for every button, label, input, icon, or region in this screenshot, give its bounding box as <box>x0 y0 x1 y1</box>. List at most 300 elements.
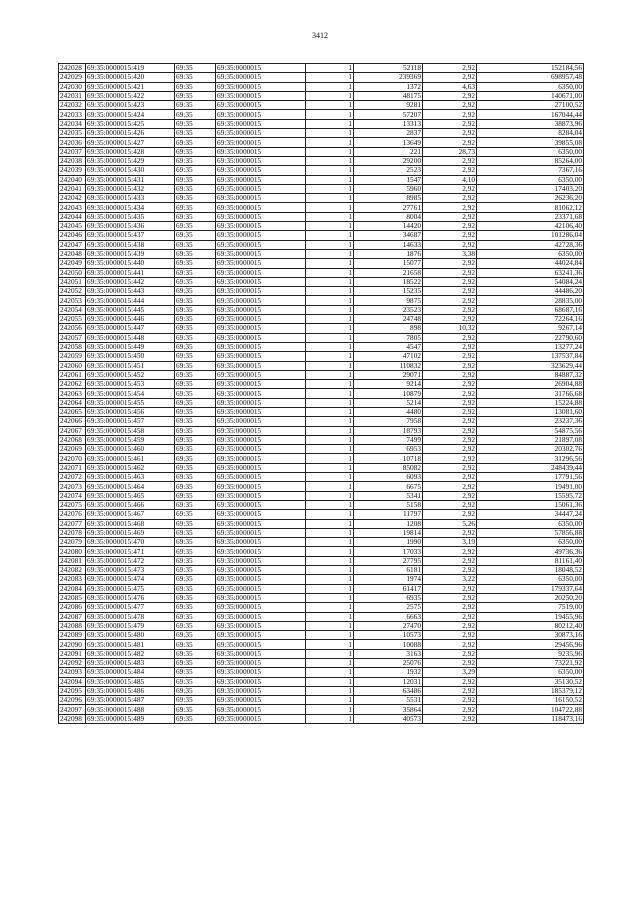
district-code-cell: 69:35 <box>175 668 216 677</box>
area-cell: 239369 <box>354 73 423 82</box>
object-count-cell: 1 <box>306 445 354 454</box>
area-cell: 63486 <box>354 686 423 695</box>
rate-cell: 2,92 <box>423 612 477 621</box>
cadastral-value-cell: 44486,20 <box>477 287 584 296</box>
table-row <box>59 287 584 296</box>
district-code-cell: 69:35 <box>175 575 216 584</box>
table-row <box>59 407 584 416</box>
district-code-cell: 69:35 <box>175 454 216 463</box>
quarter-number-cell: 69:35:0000015 <box>216 417 306 426</box>
rate-cell: 2,92 <box>423 621 477 630</box>
cadastral-number-cell: 69:35:0000015:421 <box>86 82 175 91</box>
quarter-number-cell: 69:35:0000015 <box>216 510 306 519</box>
object-count-cell: 1 <box>306 407 354 416</box>
area-cell: 8985 <box>354 194 423 203</box>
cadastral-value-cell: 167044,44 <box>477 110 584 119</box>
object-count-cell: 1 <box>306 101 354 110</box>
table-row <box>59 705 584 714</box>
row-number-cell: 242072 <box>59 473 86 482</box>
row-number-cell: 242079 <box>59 538 86 547</box>
object-count-cell: 1 <box>306 212 354 221</box>
district-code-cell: 69:35 <box>175 649 216 658</box>
district-code-cell: 69:35 <box>175 417 216 426</box>
cadastral-number-cell: 69:35:0000015:460 <box>86 445 175 454</box>
cadastral-number-cell: 69:35:0000015:478 <box>86 612 175 621</box>
quarter-number-cell: 69:35:0000015 <box>216 677 306 686</box>
quarter-number-cell: 69:35:0000015 <box>216 156 306 165</box>
row-number-cell: 242049 <box>59 259 86 268</box>
object-count-cell: 1 <box>306 426 354 435</box>
rate-cell: 28,73 <box>423 147 477 156</box>
area-cell: 17033 <box>354 547 423 556</box>
cadastral-value-cell: 85264,00 <box>477 156 584 165</box>
area-cell: 1876 <box>354 249 423 258</box>
area-cell: 40573 <box>354 714 423 723</box>
area-cell: 2575 <box>354 603 423 612</box>
area-cell: 2523 <box>354 166 423 175</box>
table-row <box>59 240 584 249</box>
district-code-cell: 69:35 <box>175 268 216 277</box>
district-code-cell: 69:35 <box>175 547 216 556</box>
quarter-number-cell: 69:35:0000015 <box>216 305 306 314</box>
quarter-number-cell: 69:35:0000015 <box>216 222 306 231</box>
object-count-cell: 1 <box>306 203 354 212</box>
cadastral-value-cell: 248439,44 <box>477 463 584 472</box>
quarter-number-cell: 69:35:0000015 <box>216 621 306 630</box>
table-row <box>59 640 584 649</box>
table-row <box>59 649 584 658</box>
cadastral-number-cell: 69:35:0000015:450 <box>86 352 175 361</box>
district-code-cell: 69:35 <box>175 435 216 444</box>
district-code-cell: 69:35 <box>175 342 216 351</box>
district-code-cell: 69:35 <box>175 705 216 714</box>
cadastral-value-cell: 44024,84 <box>477 259 584 268</box>
object-count-cell: 1 <box>306 259 354 268</box>
area-cell: 3163 <box>354 649 423 658</box>
cadastral-value-cell: 72264,16 <box>477 315 584 324</box>
table-row <box>59 566 584 575</box>
quarter-number-cell: 69:35:0000015 <box>216 603 306 612</box>
row-number-cell: 242046 <box>59 231 86 240</box>
table-row <box>59 259 584 268</box>
cadastral-value-cell: 57856,88 <box>477 528 584 537</box>
table-row <box>59 575 584 584</box>
object-count-cell: 1 <box>306 519 354 528</box>
cadastral-number-cell: 69:35:0000015:477 <box>86 603 175 612</box>
area-cell: 1208 <box>354 519 423 528</box>
cadastral-value-cell: 21897,08 <box>477 435 584 444</box>
cadastral-number-cell: 69:35:0000015:464 <box>86 482 175 491</box>
object-count-cell: 1 <box>306 463 354 472</box>
table-row <box>59 156 584 165</box>
area-cell: 85082 <box>354 463 423 472</box>
district-code-cell: 69:35 <box>175 519 216 528</box>
quarter-number-cell: 69:35:0000015 <box>216 659 306 668</box>
district-code-cell: 69:35 <box>175 500 216 509</box>
rate-cell: 2,92 <box>423 73 477 82</box>
district-code-cell: 69:35 <box>175 445 216 454</box>
cadastral-value-cell: 80212,40 <box>477 621 584 630</box>
table-row <box>59 491 584 500</box>
rate-cell: 2,92 <box>423 398 477 407</box>
row-number-cell: 242033 <box>59 110 86 119</box>
cadastral-value-cell: 152184,56 <box>477 64 584 73</box>
rate-cell: 2,92 <box>423 389 477 398</box>
cadastral-value-cell: 42106,40 <box>477 222 584 231</box>
area-cell: 5158 <box>354 500 423 509</box>
rate-cell: 2,92 <box>423 491 477 500</box>
area-cell: 6953 <box>354 445 423 454</box>
cadastral-value-cell: 23371,68 <box>477 212 584 221</box>
rate-cell: 2,92 <box>423 500 477 509</box>
rate-cell: 2,92 <box>423 138 477 147</box>
area-cell: 25076 <box>354 659 423 668</box>
cadastral-number-cell: 69:35:0000015:436 <box>86 222 175 231</box>
area-cell: 221 <box>354 147 423 156</box>
cadastral-number-cell: 69:35:0000015:420 <box>86 73 175 82</box>
cadastral-value-cell: 6350,00 <box>477 82 584 91</box>
cadastral-number-cell: 69:35:0000015:444 <box>86 296 175 305</box>
rate-cell: 2,92 <box>423 305 477 314</box>
cadastral-number-cell: 69:35:0000015:470 <box>86 538 175 547</box>
cadastral-value-cell: 7367,16 <box>477 166 584 175</box>
quarter-number-cell: 69:35:0000015 <box>216 426 306 435</box>
district-code-cell: 69:35 <box>175 82 216 91</box>
table-row <box>59 361 584 370</box>
area-cell: 57207 <box>354 110 423 119</box>
table-row <box>59 231 584 240</box>
object-count-cell: 1 <box>306 138 354 147</box>
object-count-cell: 1 <box>306 547 354 556</box>
quarter-number-cell: 69:35:0000015 <box>216 640 306 649</box>
row-number-cell: 242059 <box>59 352 86 361</box>
cadastral-value-cell: 35130,52 <box>477 677 584 686</box>
table-row <box>59 249 584 258</box>
quarter-number-cell: 69:35:0000015 <box>216 593 306 602</box>
quarter-number-cell: 69:35:0000015 <box>216 184 306 193</box>
row-number-cell: 242086 <box>59 603 86 612</box>
table-row <box>59 64 584 73</box>
cadastral-number-cell: 69:35:0000015:419 <box>86 64 175 73</box>
object-count-cell: 1 <box>306 584 354 593</box>
cadastral-value-cell: 49736,36 <box>477 547 584 556</box>
cadastral-number-cell: 69:35:0000015:459 <box>86 435 175 444</box>
cadastral-value-cell: 17403,20 <box>477 184 584 193</box>
cadastral-number-cell: 69:35:0000015:457 <box>86 417 175 426</box>
district-code-cell: 69:35 <box>175 528 216 537</box>
cadastral-value-cell: 185379,12 <box>477 686 584 695</box>
row-number-cell: 242062 <box>59 380 86 389</box>
district-code-cell: 69:35 <box>175 538 216 547</box>
cadastral-number-cell: 69:35:0000015:482 <box>86 649 175 658</box>
row-number-cell: 242077 <box>59 519 86 528</box>
row-number-cell: 242073 <box>59 482 86 491</box>
rate-cell: 2,92 <box>423 361 477 370</box>
cadastral-number-cell: 69:35:0000015:451 <box>86 361 175 370</box>
quarter-number-cell: 69:35:0000015 <box>216 389 306 398</box>
quarter-number-cell: 69:35:0000015 <box>216 705 306 714</box>
rate-cell: 2,92 <box>423 110 477 119</box>
rate-cell: 2,92 <box>423 714 477 723</box>
cadastral-value-cell: 13277,24 <box>477 342 584 351</box>
area-cell: 5214 <box>354 398 423 407</box>
cadastral-value-cell: 323629,44 <box>477 361 584 370</box>
quarter-number-cell: 69:35:0000015 <box>216 73 306 82</box>
table-row <box>59 138 584 147</box>
cadastral-number-cell: 69:35:0000015:461 <box>86 454 175 463</box>
cadastral-value-cell: 23237,36 <box>477 417 584 426</box>
cadastral-number-cell: 69:35:0000015:423 <box>86 101 175 110</box>
area-cell: 898 <box>354 324 423 333</box>
cadastral-number-cell: 69:35:0000015:433 <box>86 194 175 203</box>
table-row <box>59 91 584 100</box>
object-count-cell: 1 <box>306 222 354 231</box>
row-number-cell: 242071 <box>59 463 86 472</box>
area-cell: 1372 <box>354 82 423 91</box>
rate-cell: 2,92 <box>423 231 477 240</box>
cadastral-number-cell: 69:35:0000015:473 <box>86 566 175 575</box>
rate-cell: 2,92 <box>423 686 477 695</box>
area-cell: 9214 <box>354 380 423 389</box>
quarter-number-cell: 69:35:0000015 <box>216 315 306 324</box>
object-count-cell: 1 <box>306 277 354 286</box>
district-code-cell: 69:35 <box>175 584 216 593</box>
object-count-cell: 1 <box>306 575 354 584</box>
object-count-cell: 1 <box>306 435 354 444</box>
cadastral-number-cell: 69:35:0000015:480 <box>86 631 175 640</box>
table-row <box>59 147 584 156</box>
quarter-number-cell: 69:35:0000015 <box>216 435 306 444</box>
district-code-cell: 69:35 <box>175 696 216 705</box>
row-number-cell: 242085 <box>59 593 86 602</box>
cadastral-number-cell: 69:35:0000015:458 <box>86 426 175 435</box>
row-number-cell: 242032 <box>59 101 86 110</box>
row-number-cell: 242067 <box>59 426 86 435</box>
table-row <box>59 593 584 602</box>
cadastral-value-cell: 6350,00 <box>477 147 584 156</box>
district-code-cell: 69:35 <box>175 389 216 398</box>
rate-cell: 2,92 <box>423 268 477 277</box>
cadastral-number-cell: 69:35:0000015:443 <box>86 287 175 296</box>
district-code-cell: 69:35 <box>175 110 216 119</box>
district-code-cell: 69:35 <box>175 287 216 296</box>
cadastral-value-cell: 54084,24 <box>477 277 584 286</box>
quarter-number-cell: 69:35:0000015 <box>216 296 306 305</box>
district-code-cell: 69:35 <box>175 426 216 435</box>
area-cell: 5531 <box>354 696 423 705</box>
rate-cell: 2,92 <box>423 240 477 249</box>
table-row <box>59 268 584 277</box>
row-number-cell: 242052 <box>59 287 86 296</box>
object-count-cell: 1 <box>306 129 354 138</box>
object-count-cell: 1 <box>306 510 354 519</box>
cadastral-number-cell: 69:35:0000015:481 <box>86 640 175 649</box>
cadastral-value-cell: 7519,00 <box>477 603 584 612</box>
cadastral-number-cell: 69:35:0000015:428 <box>86 147 175 156</box>
area-cell: 27795 <box>354 556 423 565</box>
object-count-cell: 1 <box>306 500 354 509</box>
quarter-number-cell: 69:35:0000015 <box>216 166 306 175</box>
table-row <box>59 696 584 705</box>
object-count-cell: 1 <box>306 305 354 314</box>
cadastral-value-cell: 16150,52 <box>477 696 584 705</box>
cadastral-number-cell: 69:35:0000015:483 <box>86 659 175 668</box>
rate-cell: 2,92 <box>423 203 477 212</box>
quarter-number-cell: 69:35:0000015 <box>216 482 306 491</box>
object-count-cell: 1 <box>306 668 354 677</box>
rate-cell: 2,92 <box>423 528 477 537</box>
table-row <box>59 324 584 333</box>
cadastral-value-cell: 68687,16 <box>477 305 584 314</box>
object-count-cell: 1 <box>306 73 354 82</box>
rate-cell: 2,92 <box>423 370 477 379</box>
rate-cell: 2,92 <box>423 705 477 714</box>
cadastral-number-cell: 69:35:0000015:466 <box>86 500 175 509</box>
district-code-cell: 69:35 <box>175 686 216 695</box>
row-number-cell: 242080 <box>59 547 86 556</box>
row-number-cell: 242091 <box>59 649 86 658</box>
area-cell: 1974 <box>354 575 423 584</box>
rate-cell: 5,26 <box>423 519 477 528</box>
quarter-number-cell: 69:35:0000015 <box>216 194 306 203</box>
area-cell: 7499 <box>354 435 423 444</box>
cadastral-value-cell: 6350,00 <box>477 175 584 184</box>
rate-cell: 2,92 <box>423 287 477 296</box>
district-code-cell: 69:35 <box>175 212 216 221</box>
table-row <box>59 714 584 723</box>
district-code-cell: 69:35 <box>175 361 216 370</box>
cadastral-value-cell: 20302,76 <box>477 445 584 454</box>
row-number-cell: 242036 <box>59 138 86 147</box>
quarter-number-cell: 69:35:0000015 <box>216 82 306 91</box>
object-count-cell: 1 <box>306 556 354 565</box>
cadastral-value-cell: 28835,00 <box>477 296 584 305</box>
table-row <box>59 119 584 128</box>
quarter-number-cell: 69:35:0000015 <box>216 463 306 472</box>
object-count-cell: 1 <box>306 603 354 612</box>
row-number-cell: 242078 <box>59 528 86 537</box>
quarter-number-cell: 69:35:0000015 <box>216 528 306 537</box>
area-cell: 61417 <box>354 584 423 593</box>
table-row <box>59 417 584 426</box>
cadastral-value-cell: 26236,20 <box>477 194 584 203</box>
rate-cell: 2,92 <box>423 640 477 649</box>
row-number-cell: 242063 <box>59 389 86 398</box>
rate-cell: 2,92 <box>423 482 477 491</box>
row-number-cell: 242087 <box>59 612 86 621</box>
district-code-cell: 69:35 <box>175 240 216 249</box>
rate-cell: 2,92 <box>423 649 477 658</box>
row-number-cell: 242061 <box>59 370 86 379</box>
table-row <box>59 445 584 454</box>
table-row <box>59 584 584 593</box>
row-number-cell: 242098 <box>59 714 86 723</box>
rate-cell: 2,92 <box>423 510 477 519</box>
quarter-number-cell: 69:35:0000015 <box>216 473 306 482</box>
cadastral-number-cell: 69:35:0000015:454 <box>86 389 175 398</box>
table-row <box>59 333 584 342</box>
area-cell: 34687 <box>354 231 423 240</box>
rate-cell: 2,92 <box>423 603 477 612</box>
rate-cell: 2,92 <box>423 584 477 593</box>
row-number-cell: 242068 <box>59 435 86 444</box>
area-cell: 27470 <box>354 621 423 630</box>
cadastral-number-cell: 69:35:0000015:488 <box>86 705 175 714</box>
area-cell: 5341 <box>354 491 423 500</box>
district-code-cell: 69:35 <box>175 305 216 314</box>
district-code-cell: 69:35 <box>175 677 216 686</box>
table-row <box>59 296 584 305</box>
cadastral-number-cell: 69:35:0000015:435 <box>86 212 175 221</box>
row-number-cell: 242066 <box>59 417 86 426</box>
cadastral-value-cell: 8284,04 <box>477 129 584 138</box>
cadastral-number-cell: 69:35:0000015:455 <box>86 398 175 407</box>
row-number-cell: 242081 <box>59 556 86 565</box>
district-code-cell: 69:35 <box>175 510 216 519</box>
cadastral-value-cell: 22790,60 <box>477 333 584 342</box>
cadastral-value-cell: 137537,84 <box>477 352 584 361</box>
cadastral-number-cell: 69:35:0000015:434 <box>86 203 175 212</box>
district-code-cell: 69:35 <box>175 482 216 491</box>
quarter-number-cell: 69:35:0000015 <box>216 380 306 389</box>
row-number-cell: 242056 <box>59 324 86 333</box>
object-count-cell: 1 <box>306 417 354 426</box>
quarter-number-cell: 69:35:0000015 <box>216 649 306 658</box>
table-row <box>59 203 584 212</box>
quarter-number-cell: 69:35:0000015 <box>216 584 306 593</box>
object-count-cell: 1 <box>306 686 354 695</box>
object-count-cell: 1 <box>306 119 354 128</box>
row-number-cell: 242084 <box>59 584 86 593</box>
area-cell: 2837 <box>354 129 423 138</box>
district-code-cell: 69:35 <box>175 203 216 212</box>
table-row <box>59 482 584 491</box>
cadastral-number-cell: 69:35:0000015:442 <box>86 277 175 286</box>
district-code-cell: 69:35 <box>175 491 216 500</box>
row-number-cell: 242055 <box>59 315 86 324</box>
cadastral-number-cell: 69:35:0000015:484 <box>86 668 175 677</box>
cadastral-value-cell: 179337,64 <box>477 584 584 593</box>
table-row <box>59 528 584 537</box>
object-count-cell: 1 <box>306 268 354 277</box>
district-code-cell: 69:35 <box>175 659 216 668</box>
cadastral-value-cell: 73221,92 <box>477 659 584 668</box>
cadastral-number-cell: 69:35:0000015:475 <box>86 584 175 593</box>
quarter-number-cell: 69:35:0000015 <box>216 231 306 240</box>
row-number-cell: 242070 <box>59 454 86 463</box>
cadastral-number-cell: 69:35:0000015:479 <box>86 621 175 630</box>
object-count-cell: 1 <box>306 324 354 333</box>
rate-cell: 2,92 <box>423 593 477 602</box>
table-row <box>59 538 584 547</box>
object-count-cell: 1 <box>306 640 354 649</box>
rate-cell: 2,92 <box>423 259 477 268</box>
quarter-number-cell: 69:35:0000015 <box>216 454 306 463</box>
district-code-cell: 69:35 <box>175 277 216 286</box>
rate-cell: 3,38 <box>423 249 477 258</box>
area-cell: 21658 <box>354 268 423 277</box>
cadastral-number-cell: 69:35:0000015:439 <box>86 249 175 258</box>
row-number-cell: 242065 <box>59 407 86 416</box>
rate-cell: 2,92 <box>423 463 477 472</box>
cadastral-number-cell: 69:35:0000015:431 <box>86 175 175 184</box>
cadastral-number-cell: 69:35:0000015:426 <box>86 129 175 138</box>
object-count-cell: 1 <box>306 538 354 547</box>
cadastral-number-cell: 69:35:0000015:456 <box>86 407 175 416</box>
table-row <box>59 184 584 193</box>
row-number-cell: 242039 <box>59 166 86 175</box>
row-number-cell: 242083 <box>59 575 86 584</box>
